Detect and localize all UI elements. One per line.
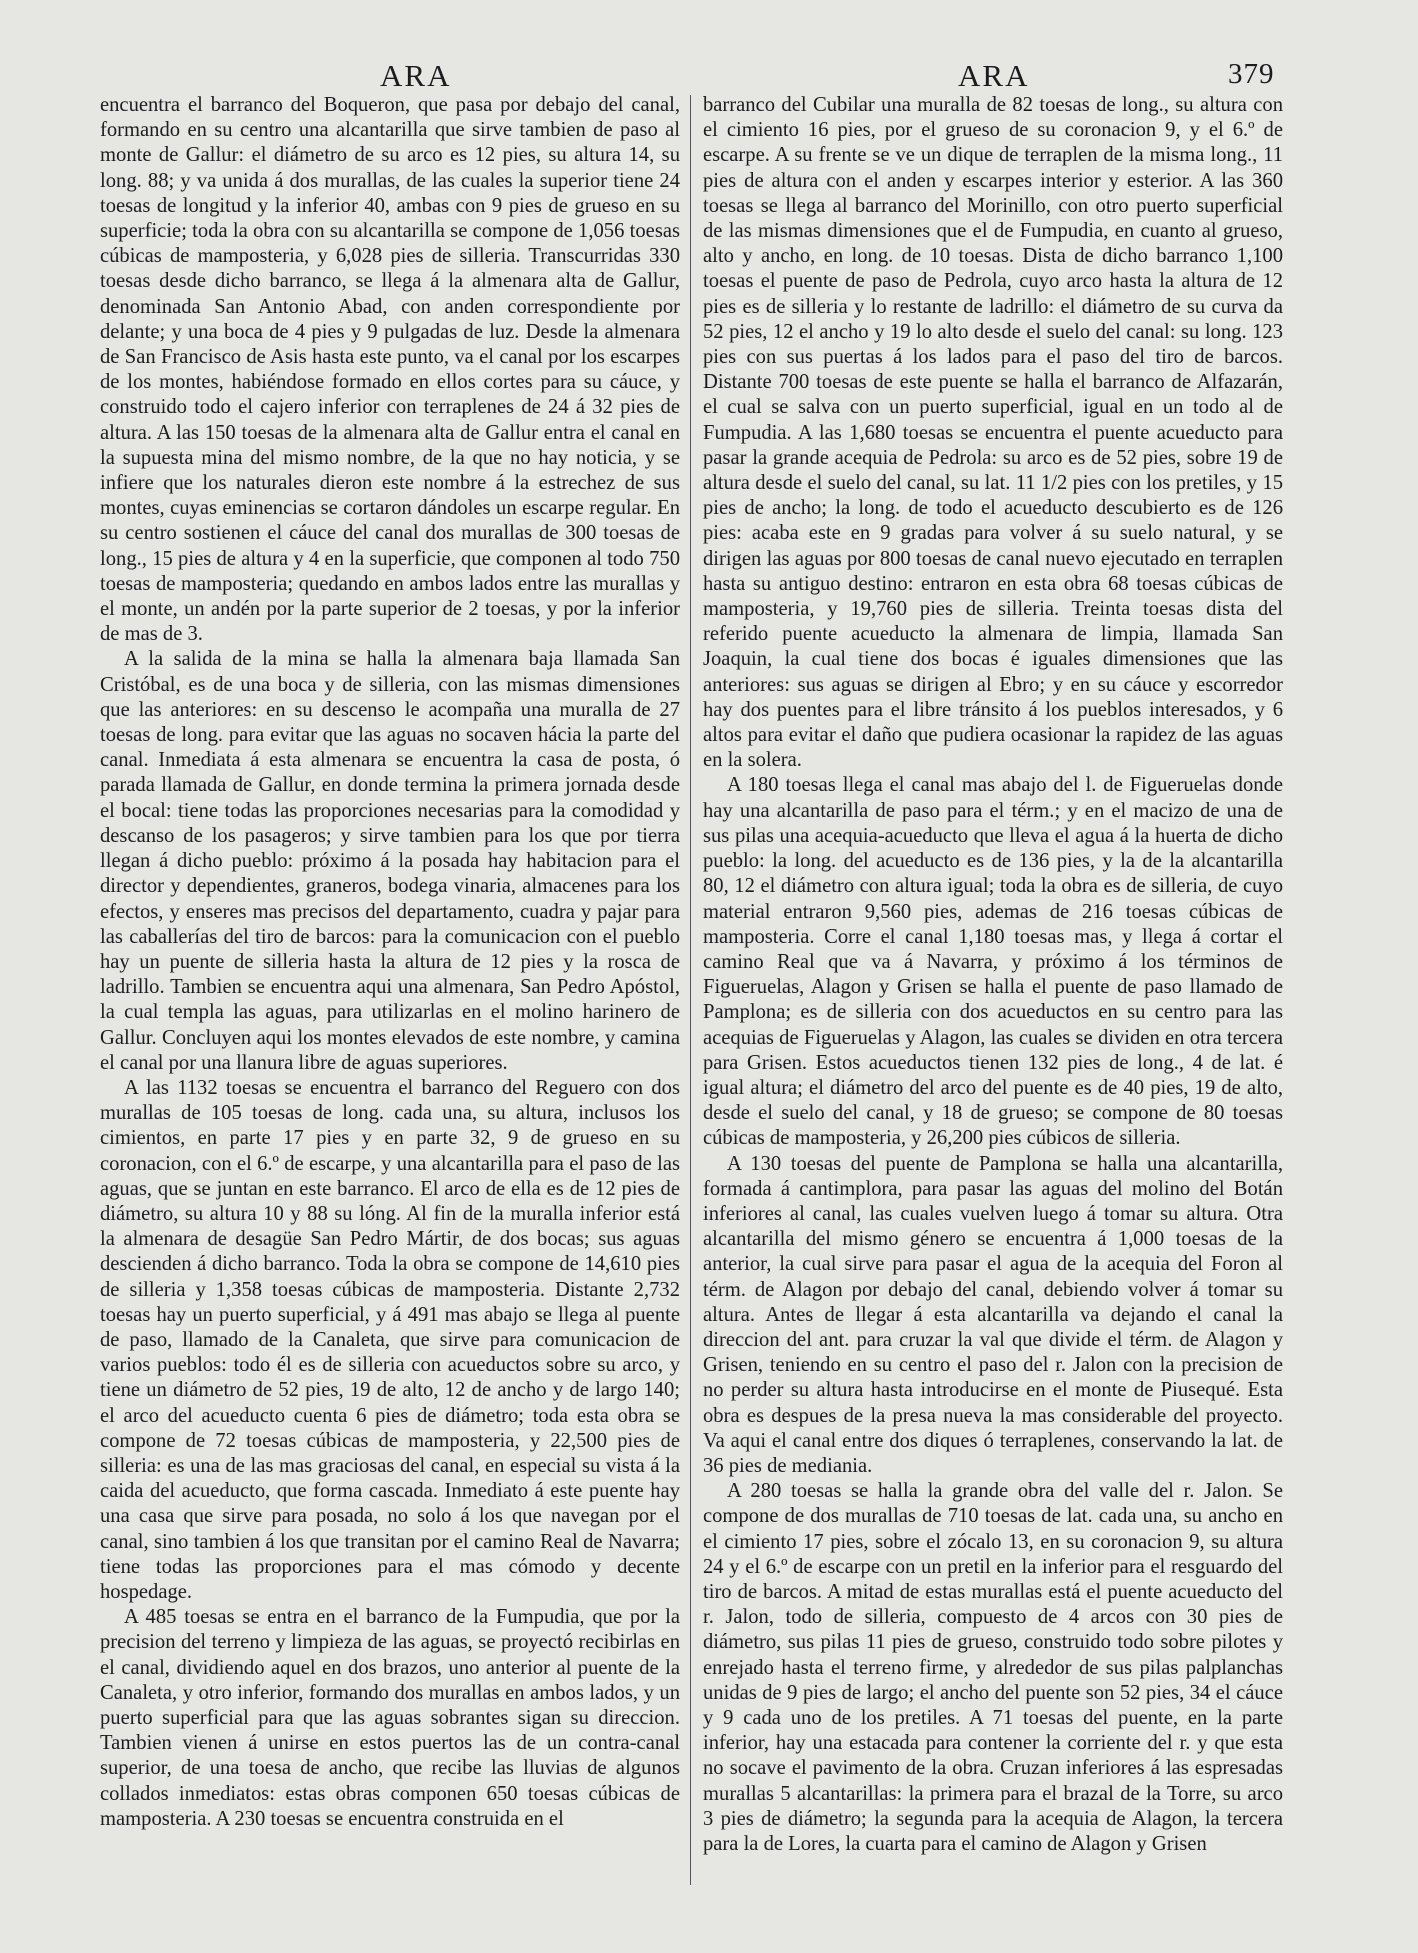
paragraph: encuentra el barranco del Boqueron, que pasa por debajo del canal, formando en su centro una alcantarilla que sirve tambien de paso al monte de Gallur: el diámetro de su arco es 12 pies, su altura 14, su long. 88; y va unida á dos murallas, de las cuales la superior tiene 24 toesas de longitud y la inferior 40, ambas con 9 pies de grueso en su superficie; toda la obra con su alcantarilla se compone de 1,056 toesas cúbicas de mamposteria, y 6,028 pies de silleria. Transcurridas 330 toesas desde dicho barranco, se llega á la almenara alta de Gallur, denominada San Antonio Abad, con anden correspondiente por delante; y una boca de 4 pies y 9 pulgadas de luz. Desde la almenara de San Francisco de Asis hasta este punto, va el canal por los escarpes de los montes, habiéndose formado en ellos cortes para su cáuce, y construido todo el cajero inferior con terraplenes de 24 á 32 pies de altura. A las 150 toesas de la almenara alta de Gallur entra el canal en la supuesta mina del mismo nombre, de la que no hay noticia, y se infiere que los naturales dieron este nombre á la estrechez de sus montes, cuyas eminencias se cortaron dándoles un escarpe regular. En su centro sostienen el cáuce del canal dos murallas de 300 toesas de long., 15 pies de altura y 4 en la superficie, que componen al todo 750 toesas de mamposteria; quedando en ambos lados entre las murallas y el monte, un andén por la parte superior de 2 toesas, y por la inferior de mas de 3.	[100, 94, 680, 646]
paragraph: A la salida de la mina se halla la almenara baja llamada San Cristóbal, es de una boca y de silleria, con las mismas dimensiones que las anteriores: en su descenso le acompaña una muralla de 27 toesas de long. para evitar que las aguas no socaven hácia la parte del canal. Inmediata á esta almenara se encuentra la casa de posta, ó parada llamada de Gallur, en donde termina la primera jornada desde el bocal: tiene todas las proporciones necesarias para la comodidad y descanso de los pasageros; y sirve tambien para los que por tierra llegan á dicho pueblo: próximo á la posada hay habitacion para el director y dependientes, graneros, bodega vinaria, almacenes para los efectos, y enseres mas precisos del departamento, cuadra y pajar para las caballerías del tiro de barcos: para la comunicacion con el pueblo hay un puente de silleria hasta la altura de 12 pies y la rosca de ladrillo. Tambien se encuentra aqui una almenara, San Pedro Apóstol, la cual templa las aguas, para utilizarlas en el molino harinero de Gallur. Concluyen aqui los montes elevados de este nombre, y camina el canal por una llanura libre de aguas superiores.	[100, 648, 680, 1074]
paragraph: A 485 toesas se entra en el barranco de la Fumpudia, que por la precision del terreno y limpieza de las aguas, se proyectó recibirlas en el canal, dividiendo aquel en dos brazos, uno anterior al puente de la Canaleta, y otro inferior, formando dos murallas en ambos lados, y un puerto superficial para que las aguas sobrantes sigan su direccion. Tambien vienen á unirse en estos puertos las de un contra-canal superior, de una toesa de ancho, que recibe las lluvias de algunos collados inmediatos: estas obras componen 650 toesas cúbicas de mamposteria. A 230 toesas se encuentra construida en el	[100, 1606, 680, 1830]
left-text-column	[100, 93, 680, 1832]
page-number: 379	[1228, 58, 1275, 90]
paragraph: A 180 toesas llega el canal mas abajo del l. de Figueruelas donde hay una alcantarilla de paso para el térm.; y en el macizo de una de sus pilas una acequia-acueducto que lleva el agua á la huerta de dicho pueblo: la long. del acueducto es de 136 pies, y la de la alcantarilla 80, 12 el diámetro con altura igual; toda la obra es de silleria, de cuyo material entraron 9,560 pies, ademas de 216 toesas cúbicas de mamposteria. Corre el canal 1,180 toesas mas, y llega á cortar el camino Real que va á Navarra, y próximo á los términos de Figueruelas, Alagon y Grisen se halla el puente de paso llamado de Pamplona; es de silleria con dos acueductos en su centro para las acequias de Figueruelas y Alagon, las cuales se dividen en otra tercera para Grisen. Estos acueductos tienen 132 pies de long., 4 de lat. é igual altura; el diámetro del arco del puente es de 40 pies, 19 de alto, desde el suelo del canal, y 18 de grueso; se compone de 80 toesas cúbicas de mamposteria, y 26,200 pies cúbicos de silleria.	[703, 774, 1283, 1150]
right-text-column	[703, 93, 1283, 1857]
paragraph: A 280 toesas se halla la grande obra del valle del r. Jalon. Se compone de dos murallas de 710 toesas de lat. cada una, su ancho en el cimiento 17 pies, sobre el zócalo 13, en su coronacion 9, su altura 24 y el 6.º de escarpe con un pretil en la inferior para el resguardo del tiro de barcos. A mitad de estas murallas está el puente acueducto del r. Jalon, todo de silleria, compuesto de 4 arcos con 30 pies de diámetro, sus pilas 11 pies de grueso, construido todo sobre pilotes y enrejado hasta el terreno firme, y alrededor de sus pilas palplanchas unidas de 9 pies de largo; el ancho del puente son 52 pies, 34 el cáuce y 9 cada uno de los pretiles. A 71 toesas del puente, en la parte inferior, hay una estacada para contener la corriente del r. y que esta no socave el pavimento de la obra. Cruzan inferiores á las espresadas murallas 5 alcantarillas: la primera para el brazal de la Torre, su arco 3 pies de diámetro; la segunda para la acequia de Alagon, la tercera para la de Lores, la cuarta para el camino de Alagon y Grisen	[703, 1480, 1283, 1856]
paragraph: barranco del Cubilar una muralla de 82 toesas de long., su altura con el cimiento 16 pies, por el grueso de su coronacion 9, y el 6.º de escarpe. A su frente se ve un dique de terraplen de la misma long., 11 pies de altura con el anden y escarpes interior y esterior. A las 360 toesas se llega al barranco del Morinillo, con otro puerto superficial de las mismas dimensiones que el de Fumpudia, en cuanto al grueso, alto y ancho, en long. de 10 toesas. Dista de dicho barranco 1,100 toesas el puente de paso de Pedrola, cuyo arco hasta la altura de 12 pies es de silleria y lo restante de ladrillo: el diámetro de su curva da 52 pies, 12 el ancho y 19 lo alto desde el suelo del canal: su long. 123 pies con sus puertas á los lados para el paso del tiro de barcos. Distante 700 toesas de este puente se halla el barranco de Alfazarán, el cual se salva con un puerto superficial, igual en un todo al de Fumpudia. A las 1,680 toesas se encuentra el puente acueducto para pasar la grande acequia de Pedrola: su arco es de 52 pies, sobre 19 de altura desde el suelo del canal, su lat. 11 1/2 pies con los pretiles, y 15 pies de ancho; la long. de todo el acueducto descubierto es de 126 pies: acaba este en 9 gradas para volver á su suelo natural, y se dirigen las aguas por 800 toesas de canal nuevo ejecutado en terraplen hasta su antiguo destino: entraron en esta obra 68 toesas cúbicas de mamposteria, y 19,760 pies de silleria. Treinta toesas dista del referido puente acueducto la almenara de limpia, llamada San Joaquin, la cual tiene dos bocas é iguales dimensiones que las anteriores: sus aguas se dirigen al Ebro; y en su cáuce y escorredor hay dos puentes para el libre tránsito á los pueblos interesados, y 6 altos para evitar el daño que pudiera ocasionar la rapidez de las aguas en la solera.	[703, 94, 1283, 772]
paragraph: A las 1132 toesas se encuentra el barranco del Reguero con dos murallas de 105 toesas de long. cada una, su altura, inclusos los cimientos, en parte 17 pies y en parte 32, 9 de grueso en su coronacion, con el 6.º de escarpe, y una alcantarilla para el paso de las aguas, que se juntan en este barranco. El arco de ella es de 12 pies de diámetro, su altura 10 y 88 su lóng. Al fin de la muralla inferior está la almenara de desagüe San Pedro Mártir, de dos bocas; sus aguas descienden á dicho barranco. Toda la obra se compone de 14,610 pies de silleria y 1,358 toesas cúbicas de mamposteria. Distante 2,732 toesas hay un puerto superficial, y á 491 mas abajo se llega al puente de paso, llamado de la Canaleta, que sirve para comunicacion de varios pueblos: todo él es de silleria con acueductos sobre su arco, y tiene un diámetro de 52 pies, 19 de alto, 12 de ancho y de largo 140; el arco del acueducto cuenta 6 pies de diámetro; toda esta obra se compone de 72 toesas cúbicas de mamposteria, y 22,500 pies de silleria: es una de las mas graciosas del canal, en especial su vista á la caida del acueducto, que forma cascada. Inmediato á este puente hay una casa que sirve para posada, no solo á los que navegan por el canal, sino tambien á los que transitan por el camino Real de Navarra; tiene todas las proporciones para el mas cómodo y decente hospedage.	[100, 1076, 680, 1603]
running-head-left: ARA	[380, 58, 452, 93]
paragraph: A 130 toesas del puente de Pamplona se halla una alcantarilla, formada á cantimplora, para pasar las aguas del molino del Botán inferiores al canal, las cuales vuelven luego á tomar su altura. Otra alcantarilla del mismo género se encuentra á 1,000 toesas de la anterior, la cual sirve para pasar el agua de la acequia del Foron al térm. de Alagon por debajo del canal, debiendo volver á tomar su altura. Antes de llegar á esta alcantarilla va dejando el canal la direccion del ant. para cruzar la val que divide el térm. de Alagon y Grisen, teniendo en su centro el paso del r. Jalon con la precision de no perder su altura hasta introducirse en el monte de Piusequé. Esta obra es despues de la presa nueva la mas considerable del proyecto. Va aqui el canal entre dos diques ó terraplenes, conservando la lat. de 36 pies de mediania.	[703, 1152, 1283, 1477]
running-head-right: ARA	[958, 58, 1030, 93]
column-divider	[690, 95, 691, 1885]
